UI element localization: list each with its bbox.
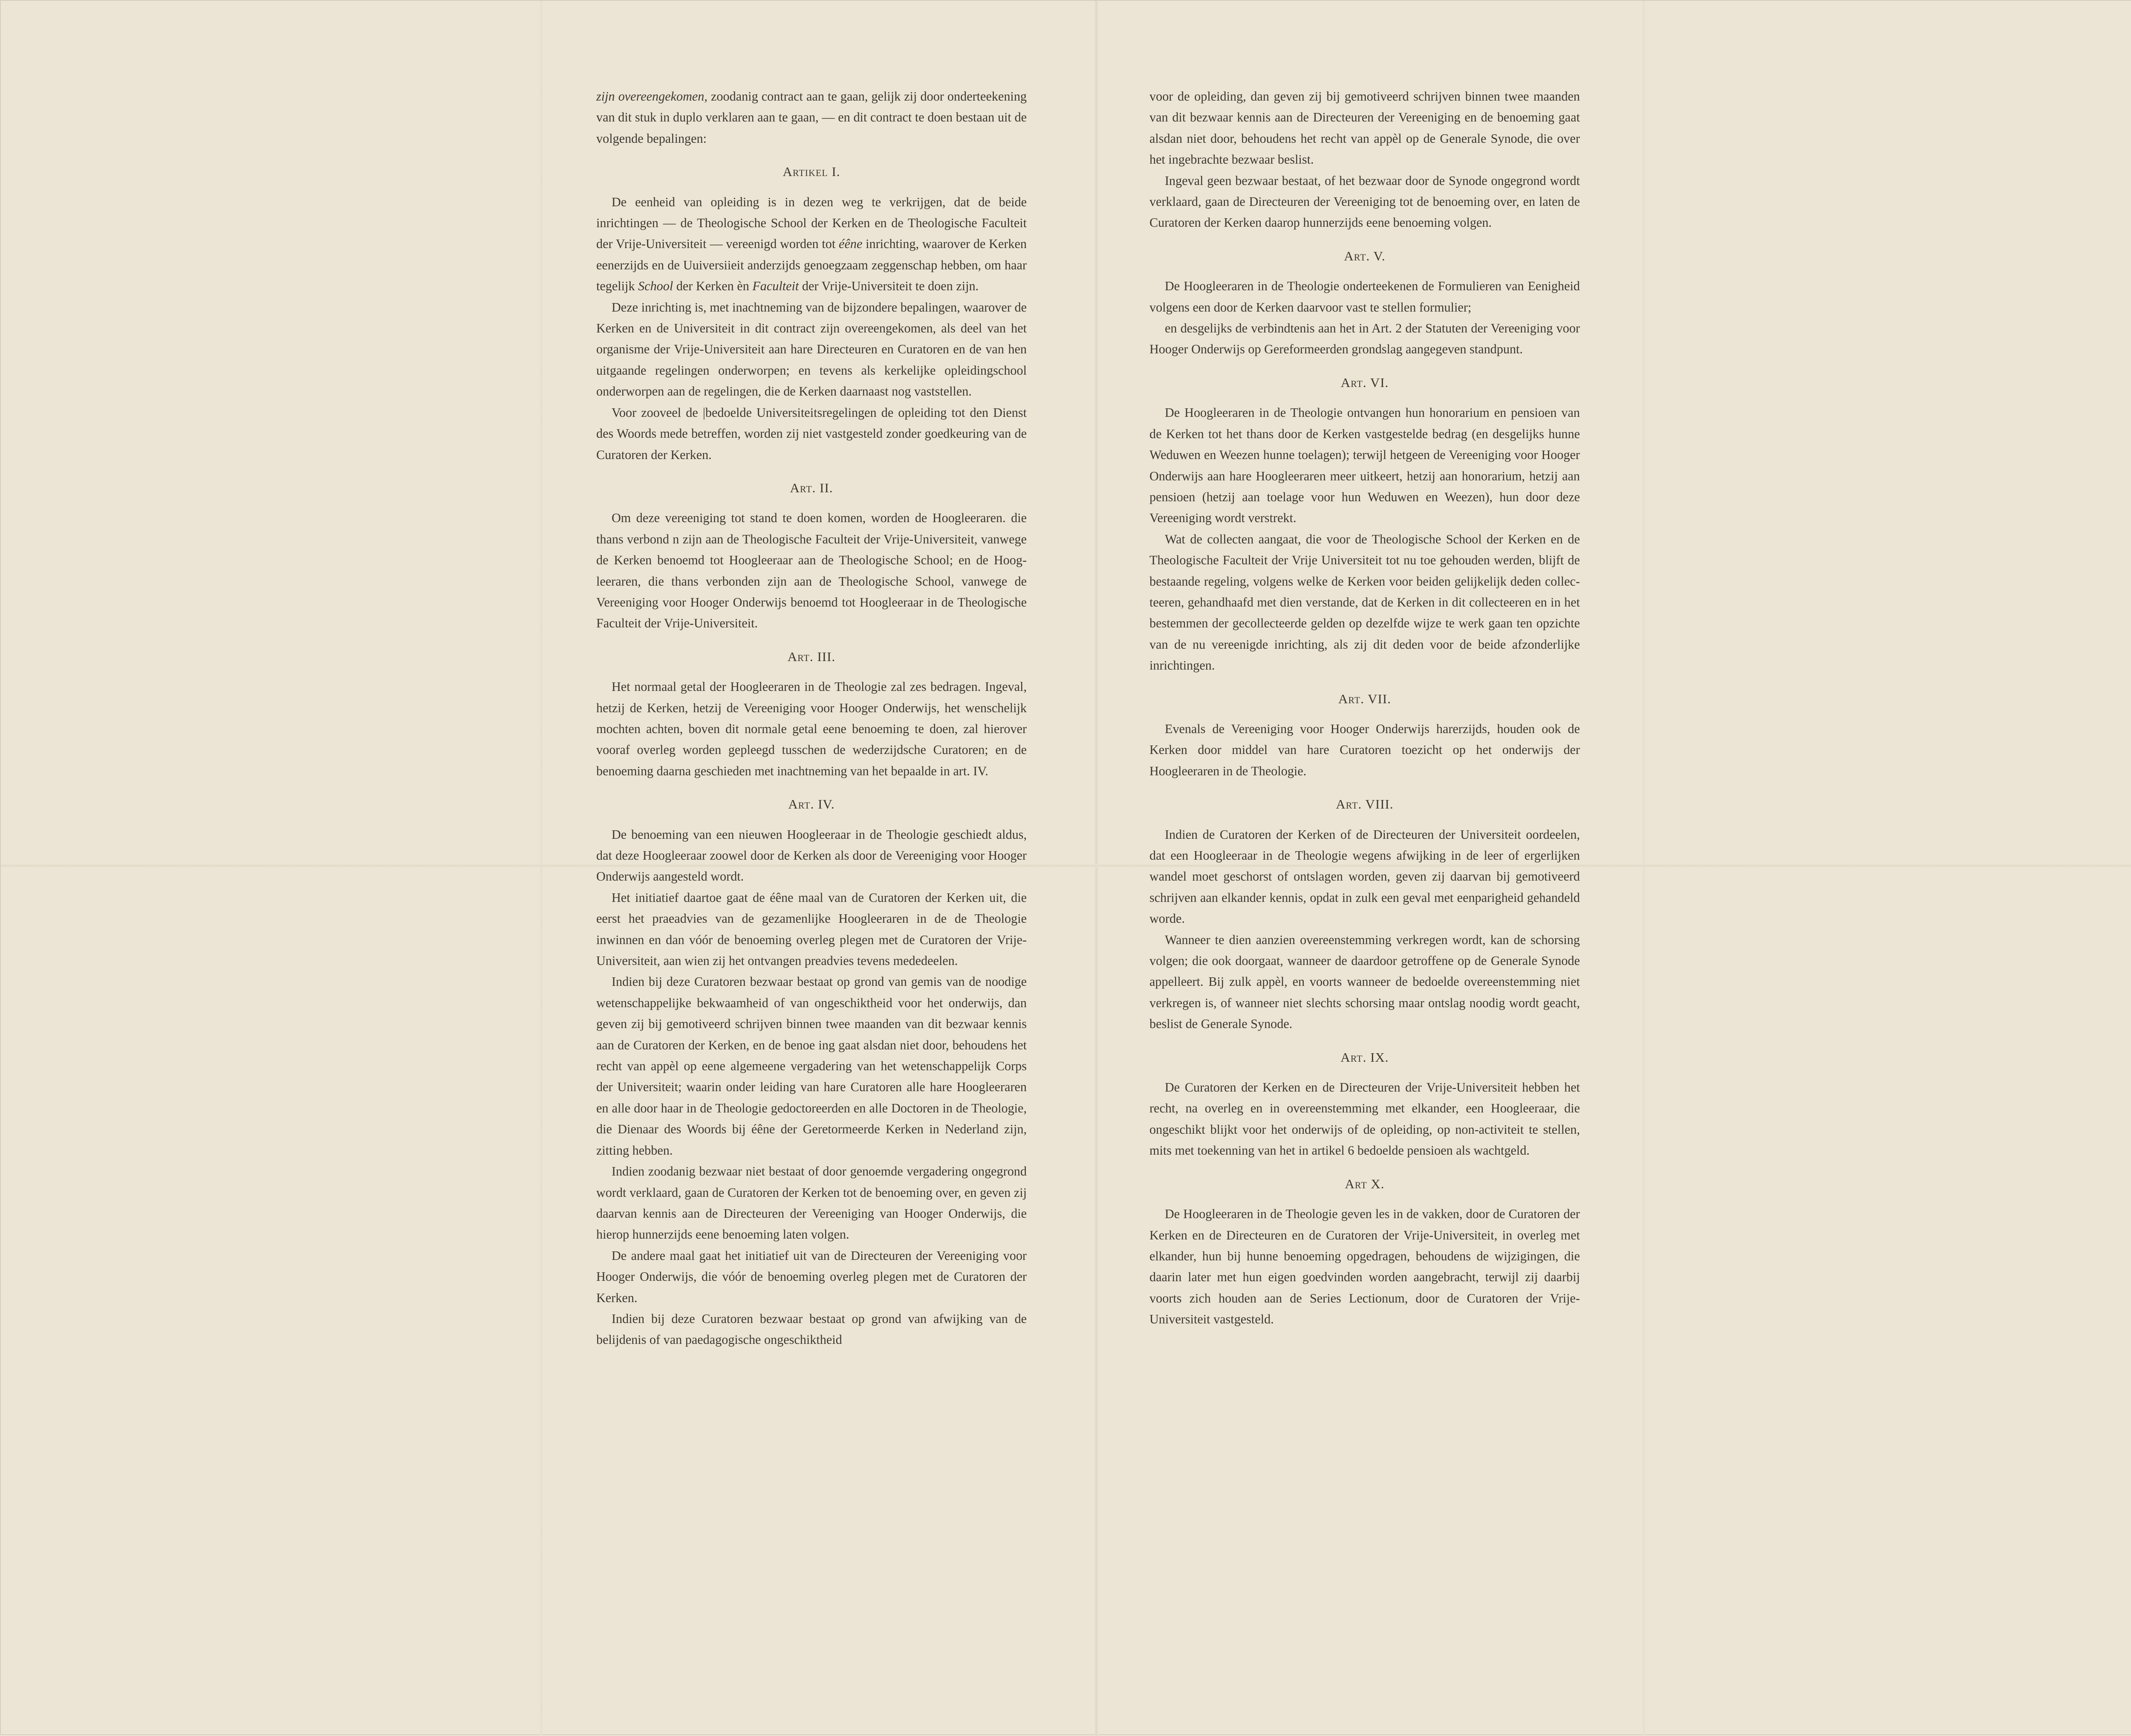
article-4-heading: Art. IV. — [788, 797, 835, 812]
right-fold-crease — [1643, 1, 1645, 1736]
horizontal-fold-crease — [1, 864, 2131, 867]
article-10-paragraph-1: De Hoogleeraren in de Theologie geven les in de vakken, door de Curatoren der Kerken en de Directeuren en de Curatoren der Vrije-Universiteit, in overleg met elkander, hun bij hunne benoeming opgedragen, behoudens de wijzigingen, die daarin later met hun eigen goedvinden worden aangebracht, terwijl zij daarbij voorts zich houden aan de Series Lectionum, door de Curatoren der Vrije-Universiteit vastgesteld. — [1149, 1207, 1580, 1327]
article-8-heading: Art. VIII. — [1336, 797, 1394, 812]
article-4-paragraph-1: De benoeming van een nieuwen Hoogleeraar in de Theologie geschiedt aldus, dat deze Hoogleeraar zoowel door de Kerken als door de Vereeniging voor Hooger Onderwijs aangesteld wordt. — [596, 827, 1027, 884]
article-6-paragraph-2: Wat de collecten aangaat, die voor de Theologische School der Kerken en de Theologische Faculteit der Vrije Universiteit tot nu toe gehouden werden, blijft de bestaande regeling, volgens welke de Kerken voor beiden gelijkelijk deden collecteeren, gehandhaafd met dien verstande, dat de Kerken in dit collecteeren en in het bestemmen der gecollecteerde gelden op dezelfde wijze te werk gaan ten opzichte van de nu vereenigde inrichting, als zij dit deden voor de beide afzonderlijke inrichtingen. — [1149, 531, 1580, 673]
article-2-heading: Art. II. — [790, 480, 833, 495]
intro-text: zoodanig contract aan te gaan, gelijk zij door onderteekening van dit stuk in duplo verklaren aan te gaan, — en dit contract te doen bestaan uit de volgende bepalingen: — [596, 89, 1027, 146]
intro-paragraph — [596, 86, 1027, 149]
article-8-paragraph-2: Wanneer te dien aanzien overeenstemming verkregen wordt, kan de schorsing volgen; die ook doorgaat, wanneer de daardoor getroffene op de Generale Synode appelleert. Bij zulk appèl, en voorts wanneer de bedoelde overeenstemming niet verkregen is, of wanneer niet slechts schorsing maar ontslag noodig wordt geacht, beslist de Generale Synode. — [1149, 932, 1580, 1031]
article-10-heading: Art X. — [1345, 1176, 1385, 1191]
article-4-paragraph-6: Indien bij deze Curatoren bezwaar bestaat op grond van afwijking van de belijdenis of van paedagogische ongeschiktheid — [596, 1311, 1027, 1347]
left-page-column — [596, 86, 1027, 1351]
article-3-heading: Art. III. — [787, 649, 836, 664]
article-1-paragraph-1: De eenheid van opleiding is in dezen weg te verkrijgen, dat de beide inrichtingen — de Theologische School der Kerken en de Theologische Faculteit der Vrije-Universiteit — vereenigd worden tot éêne inrichting, waarover de Kerken eenerzijds en de Uuiversiieit anderzijds genoegzaam zeggenschap hebben, om haar tegelijk School der Kerken èn Faculteit der Vrije-Universiteit te doen zijn. — [596, 194, 1027, 294]
article-8-paragraph-1: Indien de Curatoren der Kerken of de Directeuren der Universiteit oordeelen, dat een Hoogleeraar in de Theologie wegens afwijking in de leer of ergerlijken wandel moet geschorst of ontslagen worden, geven zij daarvan bij gemotiveerd schrijven aan elkander kennis, opdat in zulk een geval met eenparigheid gehandeld worde. — [1149, 827, 1580, 926]
article-4-paragraph-3: Indien bij deze Curatoren bezwaar bestaat op grond van gemis van de noodige wetenschappelijke bekwaamheid of van ongeschiktheid voor het onderwijs, dan geven zij bij gemotiveerd schrijven binnen twee maanden van dit bezwaar kennis aan de Curatoren der Kerken, en de benoe ing gaat alsdan niet door, behoudens het recht van appèl op eene algemeene vergadering van het wetenschappelijk Corps der Universiteit; waarin onder leiding van hare Curatoren alle hare Hoogleeraren en alle door haar in de Theologie gedoctoreerden en alle Doctoren in de Theologie, die Dienaar des Woords bij éêne der Geretormeerde Kerken in Nederland zijn, zitting hebben. — [596, 974, 1027, 1158]
left-fold-crease — [540, 1, 543, 1736]
article-4-paragraph-2: Het initiatief daartoe gaat de éêne maal van de Curatoren der Kerken uit, die eerst het praeadvies van de gezamenlijke Hoogleeraren in de de Theologie inwinnen en dan vóór de benoeming overleg plegen met de Curatoren der Vrije-Universiteit, aan wien zij het ontvangen preadvies tevens mededeelen. — [596, 890, 1027, 968]
article-6-paragraph-1: De Hoogleeraren in de Theologie ontvangen hun honorarium en pensioen van de Kerken tot het thans door de Kerken vastgestelde bedrag (en desgelijks hunne Weduwen en Weezen hunne toelagen); terwijl hetgeen de Vereeniging voor Hooger Onderwijs aan hare Hoogleeraren meer uitkeert, hetzij aan honorarium, hetzij aan pensioen (hetzij aan toelage voor hun Weduwen en Weezen), hun door deze Vereeniging wordt verstrekt. — [1149, 405, 1580, 526]
article-3-paragraph-1: Het normaal getal der Hoogleeraren in de Theologie zal zes bedragen. Ingeval, hetzij de Kerken, hetzij de Vereeniging voor Hooger Onderwijs, het wenschelijk mochten achten, boven dit normale getal eene benoeming te doen, zal hierover vooraf overleg worden gepleegd tusschen de wederzijdsche Curatoren; en de benoeming daarna geschieden met inachtneming van het bepaalde in art. IV. — [596, 679, 1027, 778]
article-4-paragraph-4: Indien zoodanig bezwaar niet bestaat of door genoemde vergadering ongegrond wordt verklaard, gaan de Curatoren der Kerken tot de benoeming over, en geven zij daarvan kennis aan de Directeuren der Vereeniging van Hooger Onderwijs, die hierop hunnerzijds eene benoeming laten volgen. — [596, 1164, 1027, 1242]
article-7-paragraph-1: Evenals de Vereeniging voor Hooger Onderwijs harerzijds, houden ook de Kerken door middel van hare Curatoren toezicht op het onderwijs der Hoogleeraren in de Theologie. — [1149, 721, 1580, 778]
article-7-heading: Art. VII. — [1338, 691, 1391, 706]
article-9-heading: Art. IX. — [1340, 1049, 1389, 1065]
article-9-paragraph-1: De Curatoren der Kerken en de Directeuren der Vrije-Universiteit hebben het recht, na overleg en in overeenstemming met elkander, een Hoogleeraar, die ongeschikt blijkt voor het onderwijs of de opleiding, op non-activiteit te stellen, mits met toekenning van het in artikel 6 bedoelde pensioen als wachtgeld. — [1149, 1080, 1580, 1158]
intro-italic-text: zijn overeengekomen, — [596, 89, 707, 104]
continuation-paragraph-2: Ingeval geen bezwaar bestaat, of het bezwaar door de Synode ongegrond wordt verklaard, gaan de Directeuren der Vereeniging tot de benoeming over, en laten de Curatoren der Kerken daarop hunnerzijds eene benoeming volgen. — [1149, 173, 1580, 230]
article-5-heading: Art. V. — [1344, 248, 1386, 263]
article-1-paragraph-3: Voor zooveel de |bedoelde Universiteitsregelingen de opleiding tot den Dienst des Woords mede betreffen, worden zij niet vastgesteld zonder goedkeuring van de Curatoren der Kerken. — [596, 405, 1027, 462]
article-5-paragraph-2: en desgelijks de verbindtenis aan het in Art. 2 der Statuten der Vereeniging voor Hooger Onderwijs op Gereformeerden grondslag aangegeven standpunt. — [1149, 321, 1580, 357]
article-6-heading: Art. VI. — [1340, 375, 1389, 390]
article-5-paragraph-1: De Hoogleeraren in de Theologie onderteekenen de Formulieren van Eenigheid volgens een door de Kerken daarvoor vast te stellen formulier; — [1149, 279, 1580, 315]
article-1-paragraph-2: Deze inrichting is, met inachtneming van de bijzondere bepalingen, waarover de Kerken en de Universiteit in dit contract zijn overeengekomen, als deel van het organisme der Vrije-Universiteit aan hare Directeuren en Curatoren en de van hen uitgaande regelingen onderworpen; en tevens als kerkelijke opleidingschool onderworpen aan de regelingen, die de Kerken daarnaast nog vaststellen. — [596, 300, 1027, 399]
center-fold-crease — [1094, 1, 1099, 1736]
right-page-column — [1149, 86, 1580, 1330]
article-1-heading: Artikel I. — [783, 164, 840, 179]
article-4-paragraph-5: De andere maal gaat het initiatief uit van de Directeuren der Vereeniging voor Hooger Onderwijs, die vóór de benoeming overleg plegen met de Curatoren der Kerken. — [596, 1248, 1027, 1305]
continuation-paragraph-1: voor de opleiding, dan geven zij bij gemotiveerd schrijven binnen twee maanden van dit bezwaar kennis aan de Directeuren der Vereeniging en de benoeming gaat alsdan niet door, behoudens het recht van appèl op de Generale Synode, die over het ingebrachte bezwaar beslist. — [1149, 89, 1580, 167]
article-2-paragraph-1: Om deze vereeniging tot stand te doen komen, worden de Hoogleeraren. die thans verbond n zijn aan de Theologische Faculteit der Vrije-Universiteit, vanwege de Kerken benoemd tot Hoogleeraar aan de Theologische School; en de Hoogleeraren, die thans verbonden zijn aan de Theologische School, vanwege de Vereeniging voor Hooger Onderwijs benoemd tot Hoogleeraar in de Theologische Faculteit der Vrije-Universiteit. — [596, 511, 1027, 631]
